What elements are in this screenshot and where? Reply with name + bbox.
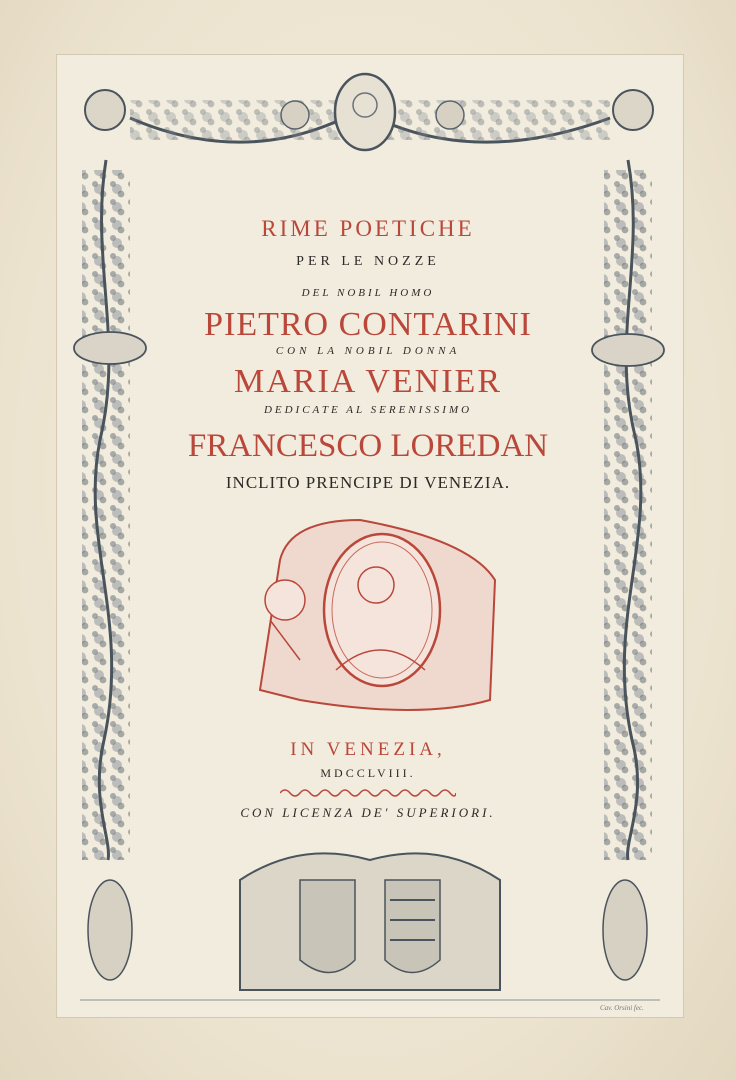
medallion-portrait-icon [260,520,495,710]
ornament-rule-icon [280,787,456,799]
name-maria-venier: MARIA VENIER [234,363,502,400]
imprint-year: MDCCLVIII. [320,766,416,780]
name-pietro-contarini: PIETRO CONTARINI [204,306,532,343]
line-del-nobil-homo: DEL NOBIL HOMO [301,287,435,299]
name-francesco-loredan: FRANCESCO LOREDAN [187,428,549,464]
line-dedicate: DEDICATE AL SERENISSIMO [263,404,473,416]
engraver-signature: Cav. Orsini fec. [600,1004,644,1012]
license-line: CON LICENZA DE' SUPERIORI. [240,805,496,820]
line-con-la-nobil-donna: CON LA NOBIL DONNA [275,345,461,357]
imprint-place: IN VENEZIA, [290,739,446,760]
title-rime-poetiche: RIME POETICHE [261,216,475,241]
subtitle-per-le-nozze: PER LE NOZZE [296,254,440,269]
line-inclito-prencipe: INCLITO PRENCIPE DI VENEZIA. [225,473,511,492]
